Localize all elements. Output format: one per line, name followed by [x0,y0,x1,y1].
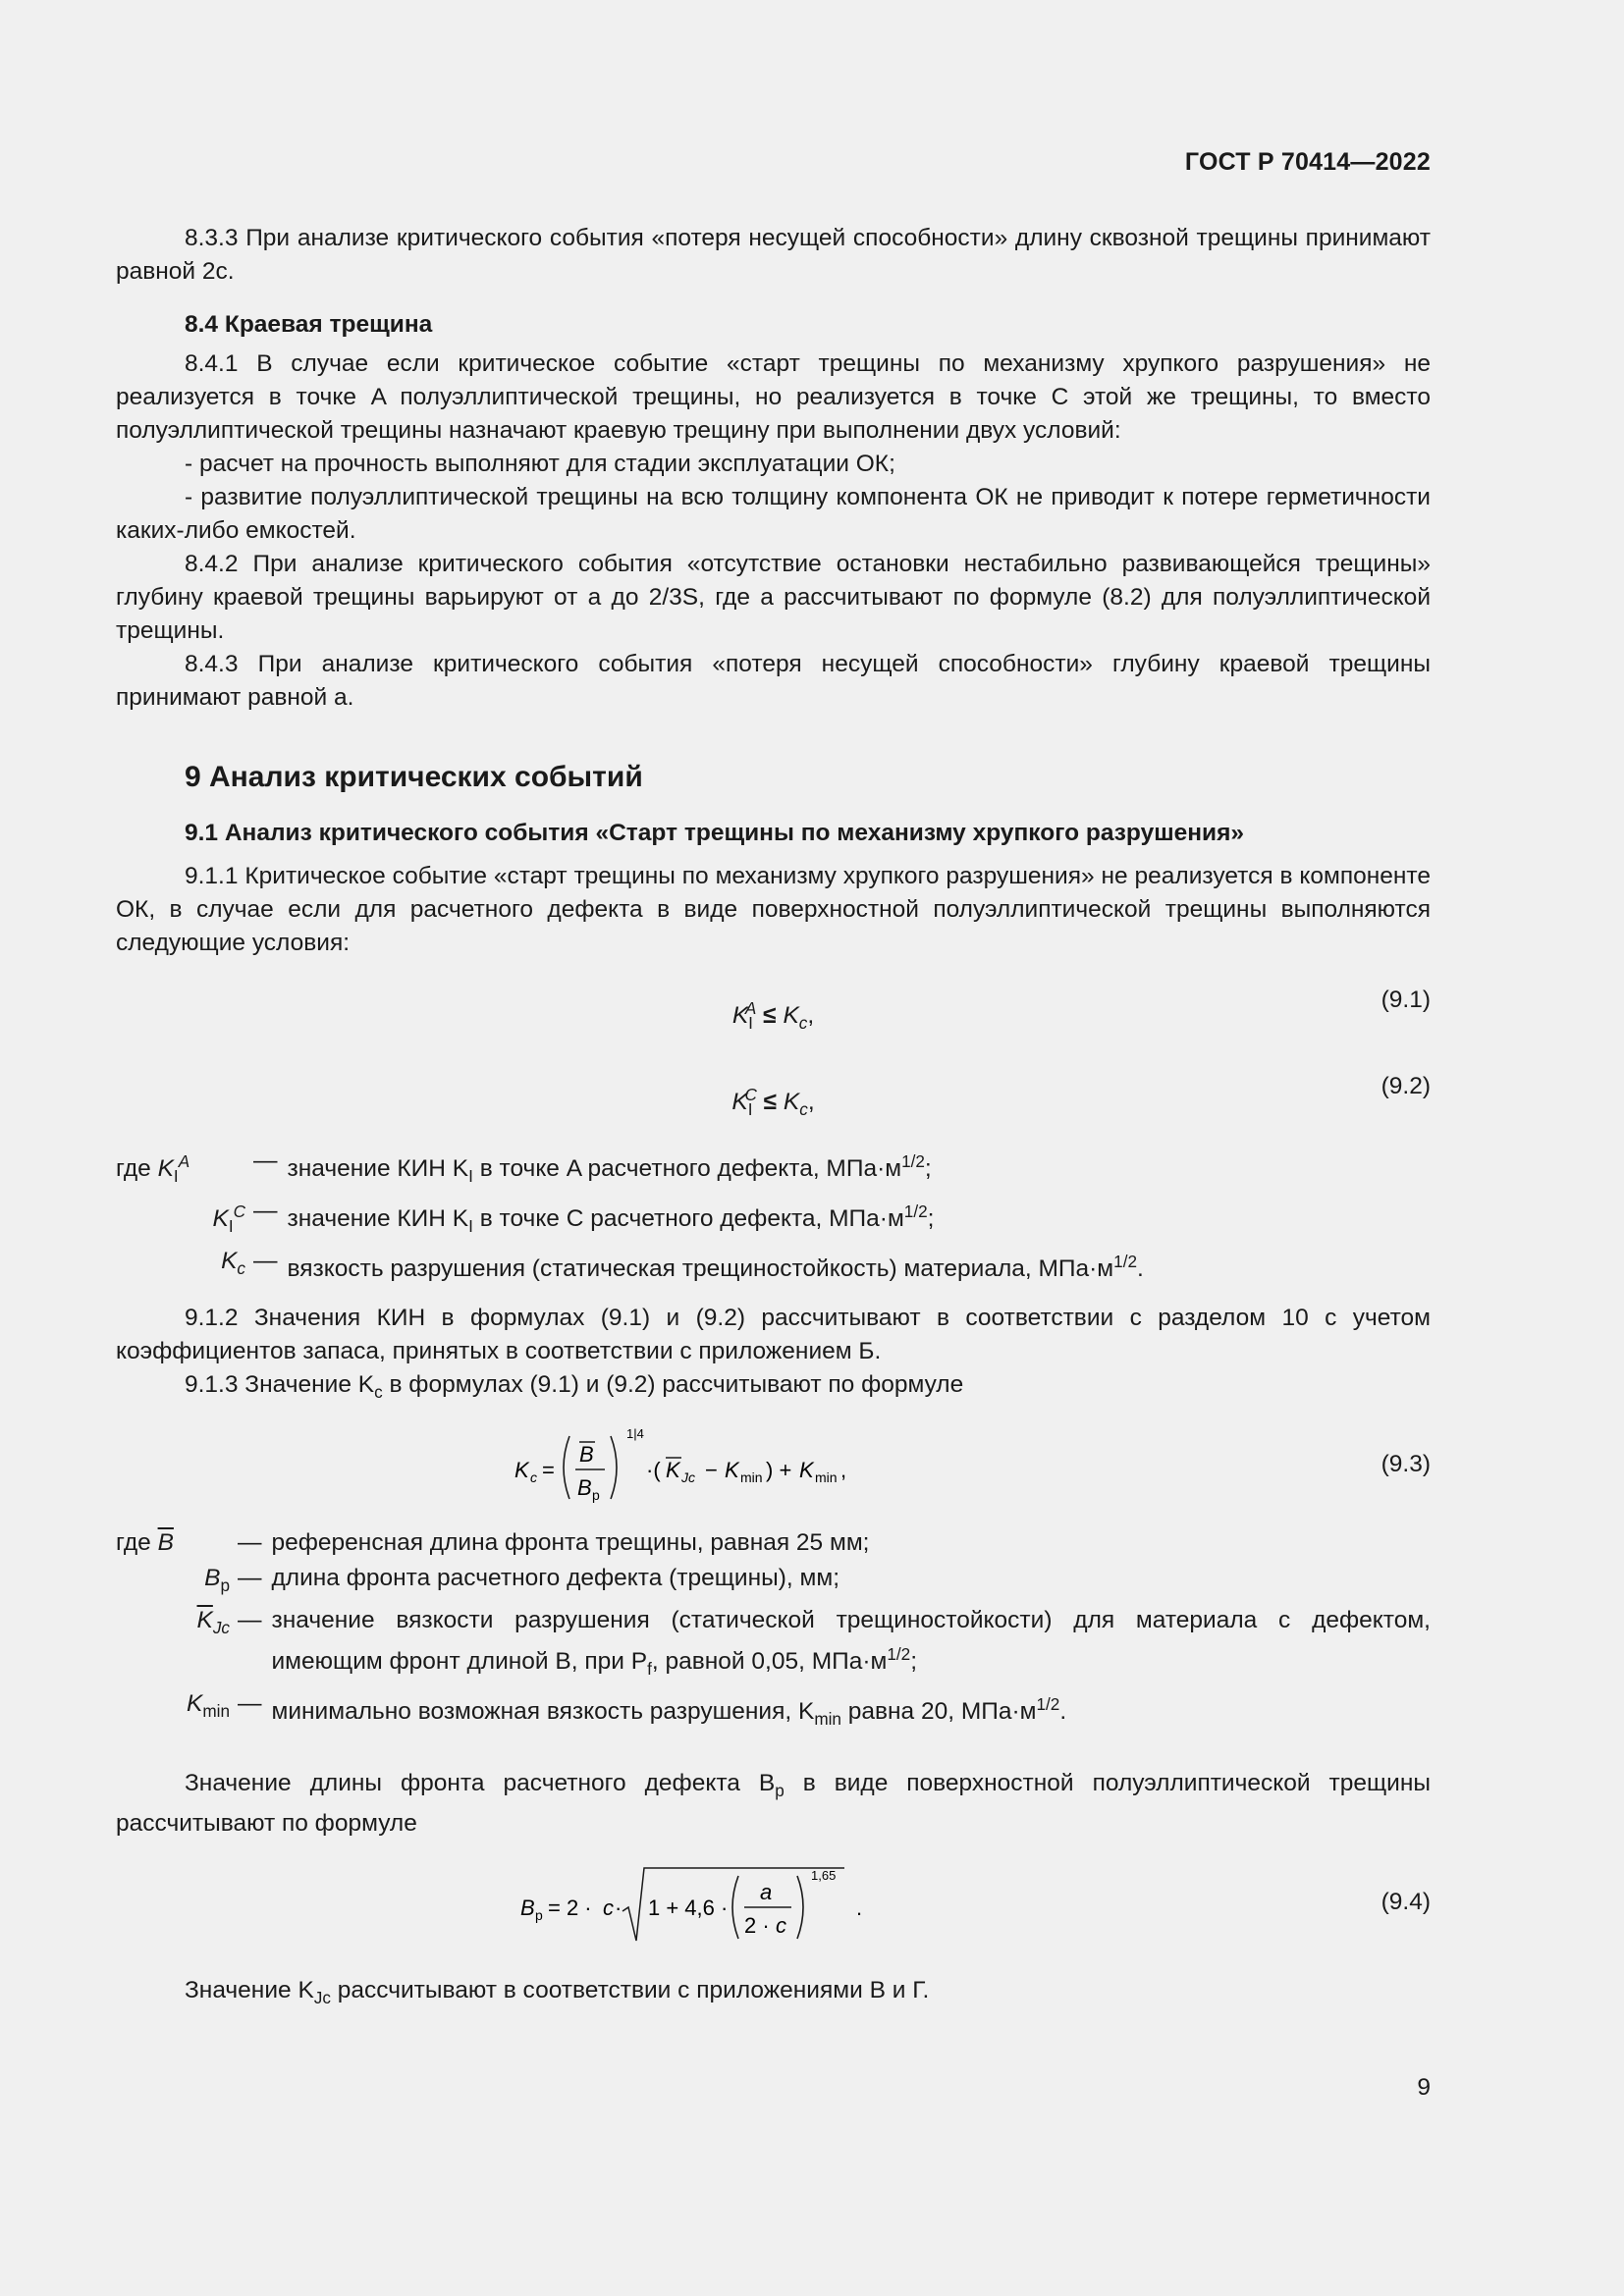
equation-9-4 [116,1846,1431,1964]
definition-text: значение КИН $K_I$ в точке A расчетного дефекта, $МПа\cdot м^{1/2}$; [287,1151,932,1187]
svg-text:K: K [799,1458,814,1483]
svg-text:Jc: Jc [681,1469,695,1486]
definition-row: $K_{min}$ — минимально возможная вязкость разрушения, $K_{min}$ равна 20, $МПа\cdot м^{1/2}$. [116,1687,1431,1735]
svg-text:K: K [725,1458,739,1483]
para-8-3-3: 8.3.3 При анализе критического события «потеря несущей способности» длину сквозной трещины принимают равной 2c. [116,225,1431,285]
svg-text:min: min [815,1469,838,1486]
svg-text:) +: ) + [766,1458,792,1483]
svg-text:p: p [535,1907,543,1924]
definition-text: значение вязкости разрушения (статической трещиностойкости) для материала с дефектом, имеющим фронт длиной B, при $P_f$, равной 0,05, $МПа\cdot м^{1/2}$; [271,1607,1431,1680]
svg-text:K: K [666,1458,680,1483]
equation-9-1 [116,974,1431,1044]
definition-row: где $K_I^A$ — значение КИН $K_I$ в точке A расчетного дефекта, $МПа\cdot м^{1/2}$; [116,1145,1431,1193]
equation-9-4-graphic [499,1846,1088,1964]
equation-9-2 [116,1060,1431,1131]
definition-row: $K_I^C$ — значение КИН $K_I$ в точке C расчетного дефекта, $МПа\cdot м^{1/2}$; [116,1195,1431,1243]
definition-row: где $\overline{B}$ — референсная длина фронта трещины, равная 25 мм; [116,1526,1431,1560]
definition-text: значение КИН $K_I$ в точке C расчетного дефекта, $МПа\cdot м^{1/2}$; [287,1201,935,1237]
list-item-1: - расчет на прочность выполняют для стадии эксплуатации ОК; [185,451,895,477]
equation-9-3 [116,1409,1431,1526]
doc-header: ГОСТ Р 70414—2022 [1184,148,1431,176]
svg-text:−: − [705,1458,718,1483]
definition-text: референсная длина фронта трещины, равная 25 мм; [271,1529,870,1557]
definition-row: $B_p$ — длина фронта расчетного дефекта (трещины), мм; [116,1562,1431,1602]
para-bp: Значение длины фронта расчетного дефекта $B_p$ в виде поверхностной полуэллиптической трещины рассчитывают по формуле [116,1770,1431,1838]
svg-text:c: c [530,1469,537,1486]
definition-text: длина фронта расчетного дефекта (трещины), мм; [271,1565,840,1592]
page-number: 9 [1417,2074,1431,2101]
definition-text: минимально возможная вязкость разрушения, $K_{min}$ равна 20, $МПа\cdot м^{1/2}$. [271,1694,1067,1730]
definitions-block-2 [116,1526,1431,1735]
svg-text:,: , [840,1458,847,1483]
definition-row: $K_c$ — вязкость разрушения (статическая трещиностойкость) материала, $МПа\cdot м^{1/2}$. [116,1245,1431,1286]
svg-text:K: K [514,1458,529,1483]
definitions-block-1 [116,1145,1431,1286]
para-8-4-2: 8.4.2 При анализе критического события «отсутствие остановки нестабильно развивающейся трещины» глубину краевой трещины варьируют от a до 2/3S, где a рассчитывают по формуле (8.2) для полуэллиптической трещины. [116,551,1431,644]
svg-text:·: · [615,1896,623,1921]
svg-text:= 2 ·: = 2 · [548,1896,592,1921]
definition-row: $\overline{K}_{Jc}$ — значение вязкости разрушения (статической трещиностойкости) для материала с дефектом, имеющим фронт длиной B, при $P_f$, равной 0,05, $МПа\cdot м^{1/2}$; [116,1604,1431,1685]
svg-text:p: p [592,1487,600,1504]
heading-9-1: 9.1 Анализ критического события «Старт трещины по механизму хрупкого разрушения» [185,820,1245,846]
equation-9-3-graphic [479,1409,1068,1526]
para-8-4-1: 8.4.1 В случае если критическое событие «старт трещины по механизму хрупкого разрушения» не реализуется в точке A полуэллиптической трещины, но реализуется в точке C этой же трещины, то вместо полуэллиптической трещины назначают краевую трещину при выполнении двух условий: [116,350,1431,444]
para-9-1-3: 9.1.3 Значение $K_c$ в формулах (9.1) и (9.2) рассчитывают по формуле [185,1371,964,1403]
svg-text:B: B [579,1442,594,1468]
svg-text:1 + 4,6 ·: 1 + 4,6 · [648,1896,729,1921]
svg-text:1|4: 1|4 [626,1426,644,1442]
svg-text:B: B [577,1475,592,1501]
equation-9-2-number: (9.2) [1380,1073,1431,1099]
svg-text:c: c [603,1896,614,1921]
para-9-1-1: 9.1.1 Критическое событие «старт трещины по механизму хрупкого разрушения» не реализуется в компоненте ОК, в случае если для расчетного дефекта в виде поверхностной полуэллиптической трещины выполняются следующие условия: [116,863,1431,956]
svg-text:B: B [520,1896,535,1921]
page-content [116,222,1431,2014]
equation-9-1-number: (9.1) [1380,987,1431,1013]
svg-text:2 ·: 2 · [744,1913,770,1939]
equation-9-2-body: $K_I^C \le K_c$, [731,1085,815,1120]
svg-text:.: . [856,1896,863,1921]
svg-text:=: = [542,1458,555,1483]
heading-8-4: 8.4 Краевая трещина [185,311,433,338]
para-9-1-2: 9.1.2 Значения КИН в формулах (9.1) и (9.2) рассчитывают в соответствии с разделом 10 с учетом коэффициентов запаса, принятых в соответствии с приложением Б. [116,1305,1431,1365]
svg-text:c: c [776,1913,786,1939]
equation-9-3-number: (9.3) [1380,1451,1431,1478]
svg-text:1,65: 1,65 [811,1868,837,1884]
definition-text: вязкость разрушения (статическая трещиностойкость) материала, $МПа\cdot м^{1/2}$. [287,1252,1144,1283]
list-item-2: - развитие полуэллиптической трещины на всю толщину компонента ОК не приводит к потере герметичности каких-либо емкостей. [116,484,1431,544]
svg-text:min: min [740,1469,763,1486]
svg-text:·(: ·( [646,1458,661,1483]
equation-9-4-number: (9.4) [1380,1889,1431,1916]
heading-9: 9 Анализ критических событий [185,761,643,793]
para-8-4-3: 8.4.3 При анализе критического события «потеря несущей способности» глубину краевой трещины принимают равной a. [116,651,1431,711]
para-kjc: Значение $K_{Jc}$ рассчитывают в соответствии с приложениями В и Г. [185,1977,930,2007]
svg-text:a: a [760,1880,773,1905]
equation-9-1-body: $K_I^A \le K_c$, [731,998,815,1034]
